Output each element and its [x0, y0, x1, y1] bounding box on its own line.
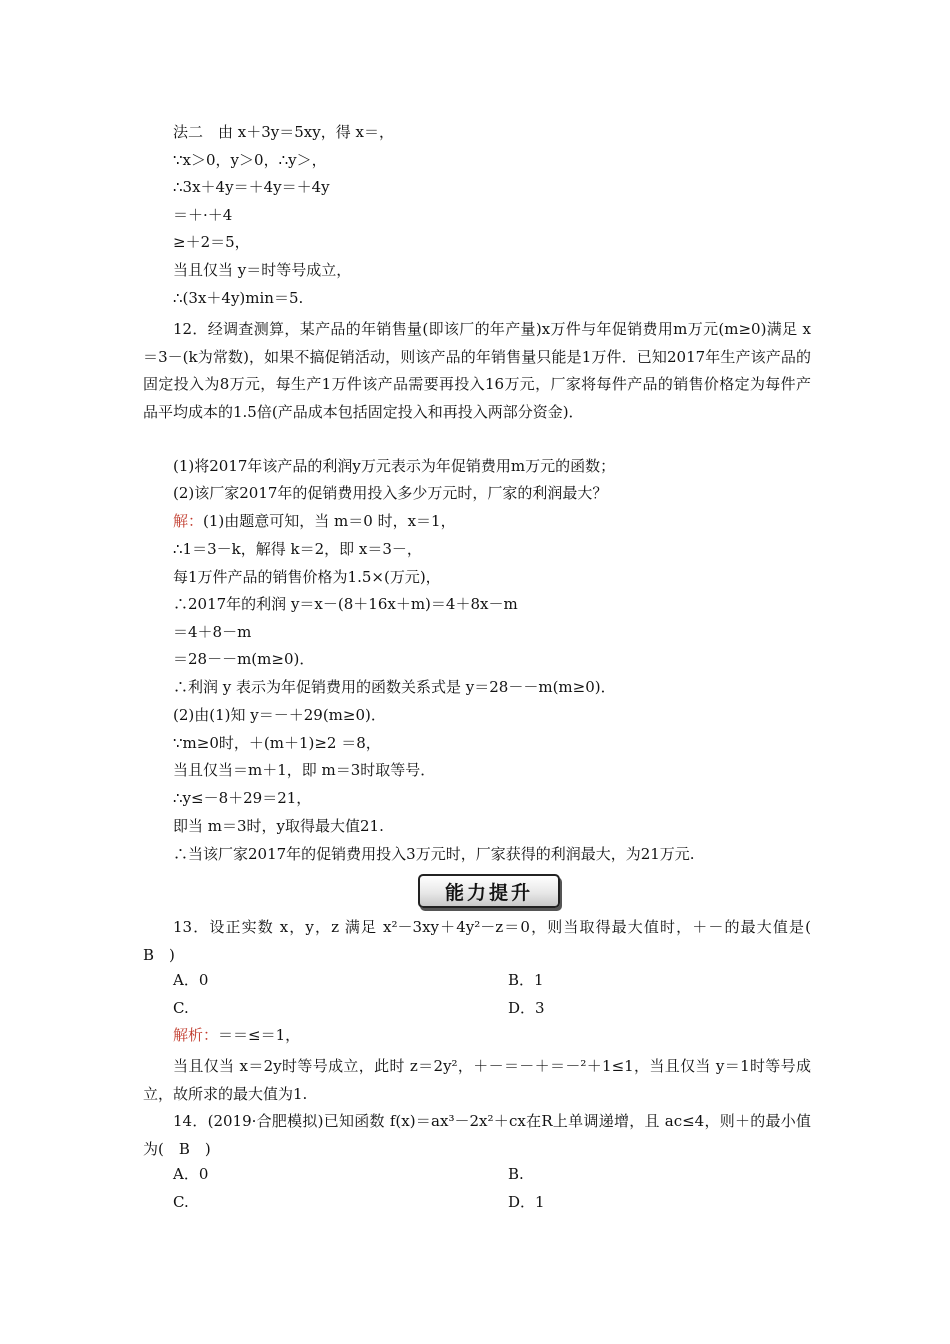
q13-answer-first-line [173, 1025, 300, 1045]
q12-answer-line: ＝28－－m(m≥0)． [173, 650, 315, 668]
q13-option-c: C. [173, 999, 189, 1017]
q12-answer-line: ∴2017年的利润 y＝x－(8＋16x＋m)＝4＋8x－m [173, 595, 518, 613]
section-banner-title: 能力提升 [444, 881, 533, 904]
method2-line-4: ＝＋·＋4 [173, 206, 233, 224]
q13-stem: 13．设正实数 x，y，z 满足 x²－3xy＋4y²－z＝0，则当取得最大值时，＋－的最大值是( B ) [143, 918, 827, 964]
section-banner [418, 874, 560, 908]
q13-option-b: B．1 [508, 971, 544, 989]
q13-option-d: D．3 [508, 999, 545, 1017]
q12-answer-line: ∴利润 y 表示为年促销费用的函数关系式是 y＝28－－m(m≥0)． [173, 678, 616, 696]
q12-sub2: (2)该厂家2017年的促销费用投入多少万元时，厂家的利润最大？ [173, 484, 608, 502]
q12-answer-first-line [173, 511, 456, 531]
q12-answer-line: 每1万件产品的销售价格为1.5×(万元)， [173, 568, 441, 586]
q13-answer-first: ＝＝≤＝1， [218, 1026, 301, 1044]
method2-line-5: ≥＋2＝5， [173, 233, 250, 251]
method2-line-3: ∴3x＋4y＝＋4y＝＋4y [173, 178, 330, 196]
answer-label: 解： [173, 512, 204, 530]
method2-line-2: ∵x＞0，y＞0，∴y＞， [173, 151, 327, 169]
method2-line-1: 法二 由 x＋3y＝5xy，得 x＝， [173, 123, 394, 141]
q12-answer-line: (2)由(1)知 y＝－＋29(m≥0)． [173, 706, 386, 724]
q12-answer-line: ∵m≥0时，＋(m＋1)≥2 ＝8， [173, 734, 381, 752]
q12-answer-line: 当且仅当＝m＋1，即 m＝3时取等号． [173, 761, 436, 779]
q12-answer-line: 即当 m＝3时，y取得最大值21. [173, 817, 384, 835]
q12-answer-line: ＝4＋8－m [173, 623, 252, 641]
q12-stem: 12．经调查测算，某产品的年销售量(即该厂的年产量)x万件与年促销费用m万元(m≥0)满足 x＝3－(k为常数)，如果不搞促销活动，则该产品的年销售量只能是1万件．已知2017年生产该产品的固定投入为8万元，每生产1万件该产品需要再投入16万元，厂家将每件产品的销售价格定为每件产品平均成本的1.5倍(产品成本包括固定投入和再投入两部分资金)． [143, 320, 811, 421]
q13-answer-rest: 当且仅当 x＝2y时等号成立，此时 z＝2y²，＋－＝－＋＝－²＋1≤1，当且仅当 y＝1时等号成立，故所求的最大值为1. [143, 1057, 811, 1103]
q12-answer-first: (1)由题意可知，当 m＝0 时，x＝1， [203, 512, 456, 530]
q13-option-a: A．0 [173, 971, 209, 989]
q12-answer-line: ∴当该厂家2017年的促销费用投入3万元时，厂家获得的利润最大，为21万元. [173, 845, 695, 863]
q14-stem: 14．(2019·合肥模拟)已知函数 f(x)＝ax³－2x²＋cx在R上单调递增，且 ac≤4，则＋的最小值为( B ) [143, 1112, 811, 1158]
method2-line-6: 当且仅当 y＝时等号成立， [173, 261, 352, 279]
q14-option-a: A．0 [173, 1165, 209, 1183]
q12-sub1: (1)将2017年该产品的利润y万元表示为年促销费用m万元的函数； [173, 457, 616, 475]
q14-option-d: D．1 [508, 1193, 545, 1211]
q12-answer-line: ∴y≤－8＋29＝21， [173, 789, 312, 807]
q12-answer-line: ∴1＝3－k，解得 k＝2，即 x＝3－， [173, 540, 422, 558]
method2-line-7: ∴(3x＋4y)min＝5. [173, 289, 304, 307]
answer-label: 解析： [173, 1026, 219, 1044]
q14-option-b: B. [508, 1165, 524, 1183]
q14-option-c: C. [173, 1193, 189, 1211]
